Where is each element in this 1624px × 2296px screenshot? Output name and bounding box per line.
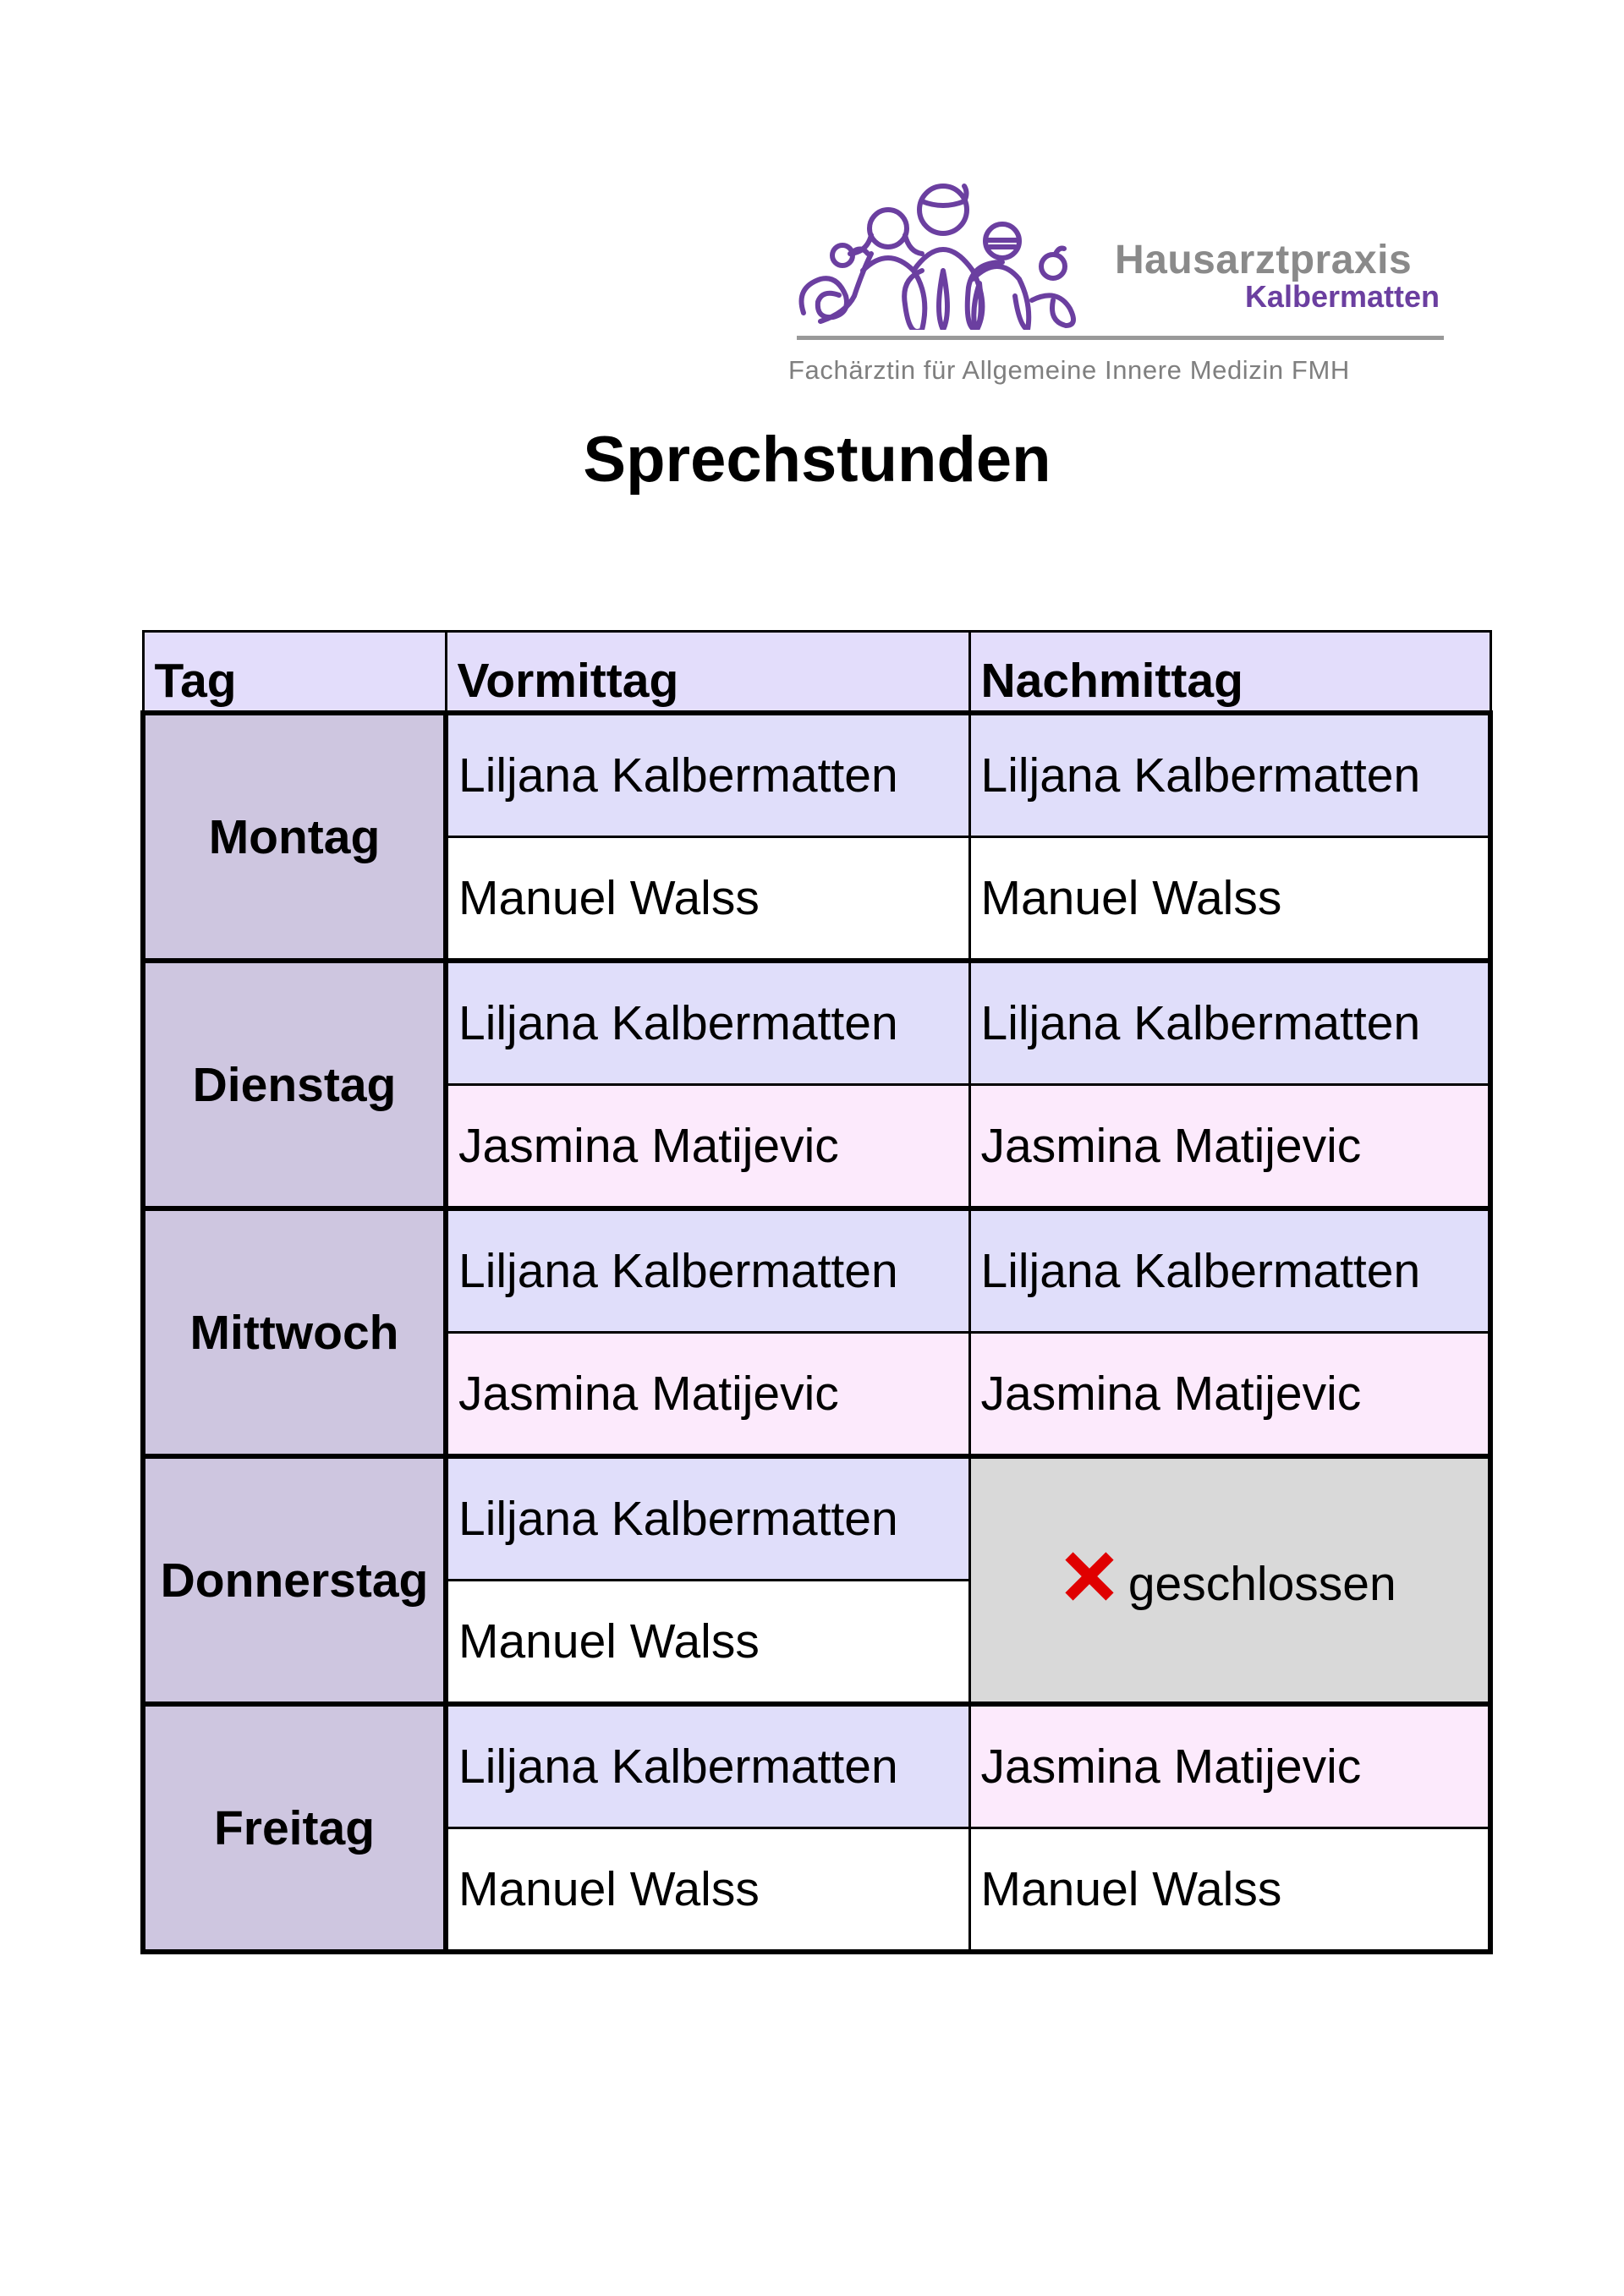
- day-cell-montag: Montag: [143, 713, 446, 961]
- column-header-day: Tag: [143, 632, 446, 714]
- family-figures-icon: [787, 169, 1108, 330]
- doctor-cell: Liljana Kalbermatten: [969, 1208, 1490, 1333]
- doctor-cell: Liljana Kalbermatten: [446, 1704, 969, 1828]
- table-row: [143, 1456, 1490, 1581]
- consultation-hours-table: [140, 630, 1493, 1954]
- doctor-cell: Jasmina Matijevic: [969, 1704, 1490, 1828]
- doctor-cell: Liljana Kalbermatten: [446, 713, 969, 837]
- logo-name-line1: Hausarztpraxis: [1115, 238, 1413, 282]
- red-x-icon: [1062, 1549, 1116, 1603]
- page-title: Sprechstunden: [583, 424, 1051, 496]
- day-cell-freitag: Freitag: [143, 1704, 446, 1952]
- table-row: [143, 1704, 1490, 1828]
- logo-subtitle: Fachärztin für Allgemeine Innere Medizin FMH: [788, 355, 1350, 385]
- closed-label: geschlossen: [1127, 1556, 1396, 1611]
- doctor-cell: Manuel Walss: [969, 837, 1490, 962]
- day-cell-donnerstag: Donnerstag: [143, 1456, 446, 1704]
- practice-logo: [787, 169, 1463, 397]
- logo-name-line2: Kalbermatten: [1244, 279, 1440, 314]
- doctor-cell: Jasmina Matijevic: [446, 1333, 969, 1457]
- closed-cell: [969, 1456, 1490, 1704]
- logo-divider: [797, 336, 1444, 340]
- table-row: [143, 961, 1490, 1085]
- column-header-morning: Vormittag: [446, 632, 969, 714]
- doctor-cell: Jasmina Matijevic: [969, 1085, 1490, 1209]
- doctor-cell: Manuel Walss: [446, 1828, 969, 1953]
- column-header-afternoon: Nachmittag: [969, 632, 1490, 714]
- doctor-cell: Liljana Kalbermatten: [446, 1456, 969, 1581]
- doctor-cell: Jasmina Matijevic: [446, 1085, 969, 1209]
- table-header-row: [143, 632, 1490, 714]
- day-cell-dienstag: Dienstag: [143, 961, 446, 1208]
- doctor-cell: Jasmina Matijevic: [969, 1333, 1490, 1457]
- doctor-cell: Liljana Kalbermatten: [446, 1208, 969, 1333]
- doctor-cell: Liljana Kalbermatten: [969, 961, 1490, 1085]
- doctor-cell: Liljana Kalbermatten: [969, 713, 1490, 837]
- doctor-cell: Manuel Walss: [969, 1828, 1490, 1953]
- table-row: [143, 713, 1490, 837]
- doctor-cell: Manuel Walss: [446, 1581, 969, 1705]
- day-cell-mittwoch: Mittwoch: [143, 1208, 446, 1456]
- doctor-cell: Manuel Walss: [446, 837, 969, 962]
- doctor-cell: Liljana Kalbermatten: [446, 961, 969, 1085]
- table-row: [143, 1208, 1490, 1333]
